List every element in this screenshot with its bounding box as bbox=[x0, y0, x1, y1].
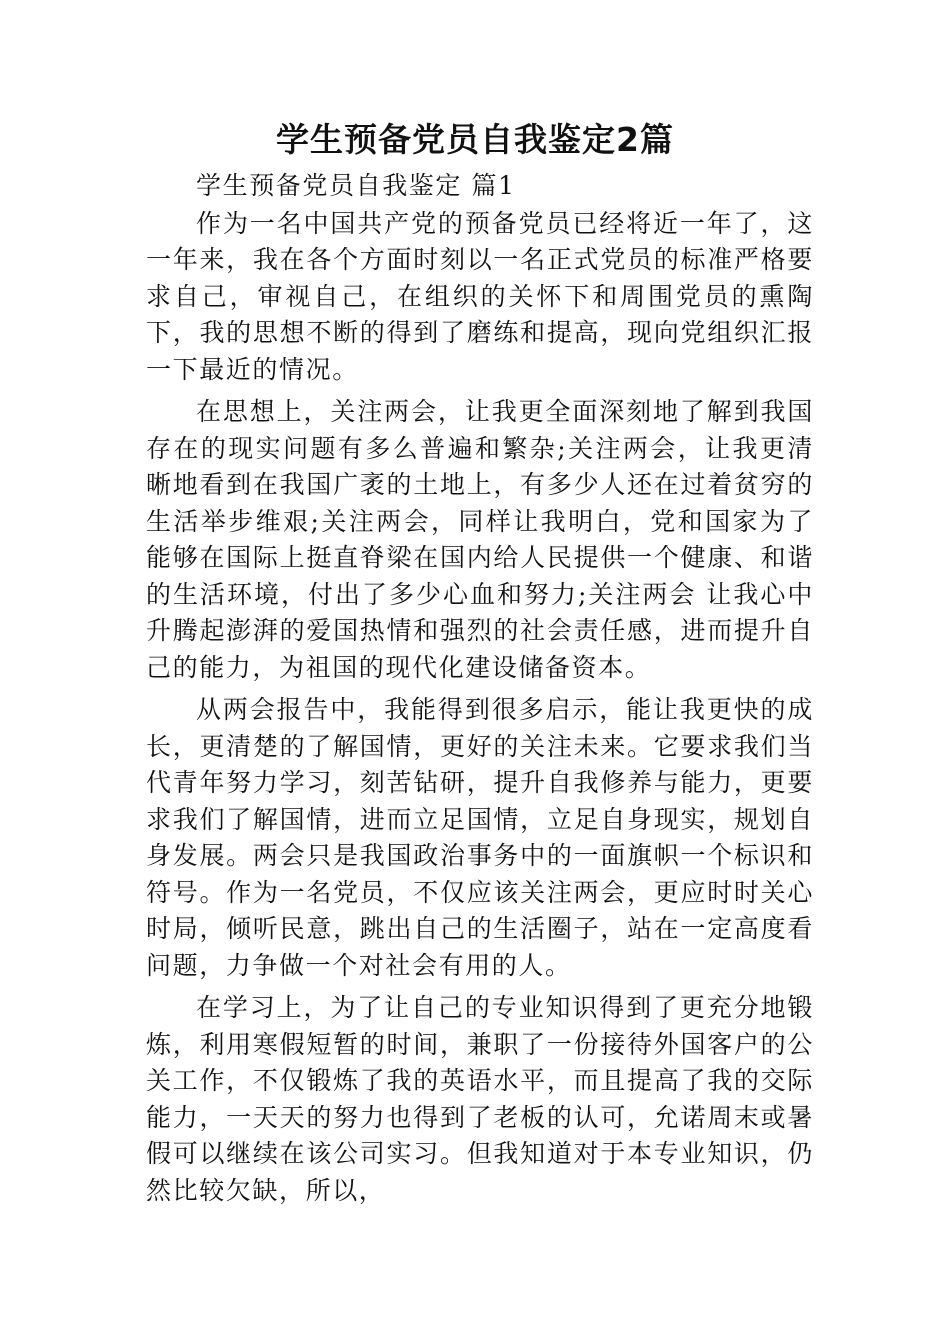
section-subheading: 学生预备党员自我鉴定 篇1 bbox=[196, 171, 516, 200]
document-title: 学生预备党员自我鉴定2篇 bbox=[276, 120, 674, 159]
document-body bbox=[146, 168, 814, 1215]
paragraph-thought: 在思想上，关注两会，让我更全面深刻地了解到我国存在的现实问题有多么普遍和繁杂;关注两会，让我更清晰地看到在我国广袤的土地上，有多少人还在过着贫穷的生活举步维艰;关注两会，同样让我明白，党和国家为了能够在国际上挺直脊梁在国内给人民提供一个健康、和谐的生活环境，付出了多少心血和努力;关注两会 让我心中升腾起澎湃的爱国热情和强烈的社会责任感，进而提升自己的能力，为祖国的现代化建设储备资本。 bbox=[146, 397, 814, 682]
paragraph-inspiration: 从两会报告中，我能得到很多启示，能让我更快的成长，更清楚的了解国情，更好的关注未来。它要求我们当代青年努力学习，刻苦钻研，提升自我修养与能力，更要求我们了解国情，进而立足国情，立足自身现实，规划自身发展。两会只是我国政治事务中的一面旗帜一个标识和符号。作为一名党员，不仅应该关注两会，更应时时关心时局，倾听民意，跳出自己的生活圈子，站在一定高度看问题，力争做一个对社会有用的人。 bbox=[146, 695, 814, 980]
paragraph-intro: 作为一名中国共产党的预备党员已经将近一年了，这一年来，我在各个方面时刻以一名正式党员的标准严格要求自己，审视自己，在组织的关怀下和周围党员的熏陶下，我的思想不断的得到了磨练和提高，现向党组织汇报一下最近的情况。 bbox=[146, 208, 814, 384]
paragraph-study: 在学习上，为了让自己的专业知识得到了更充分地锻炼，利用寒假短暂的时间，兼职了一份接待外国客户的公关工作，不仅锻炼了我的英语水平，而且提高了我的交际能力，一天天的努力也得到了老板的认可，允诺周末或暑假可以继续在该公司实习。但我知道对于本专业知识，仍然比较欠缺，所以， bbox=[146, 993, 814, 1205]
